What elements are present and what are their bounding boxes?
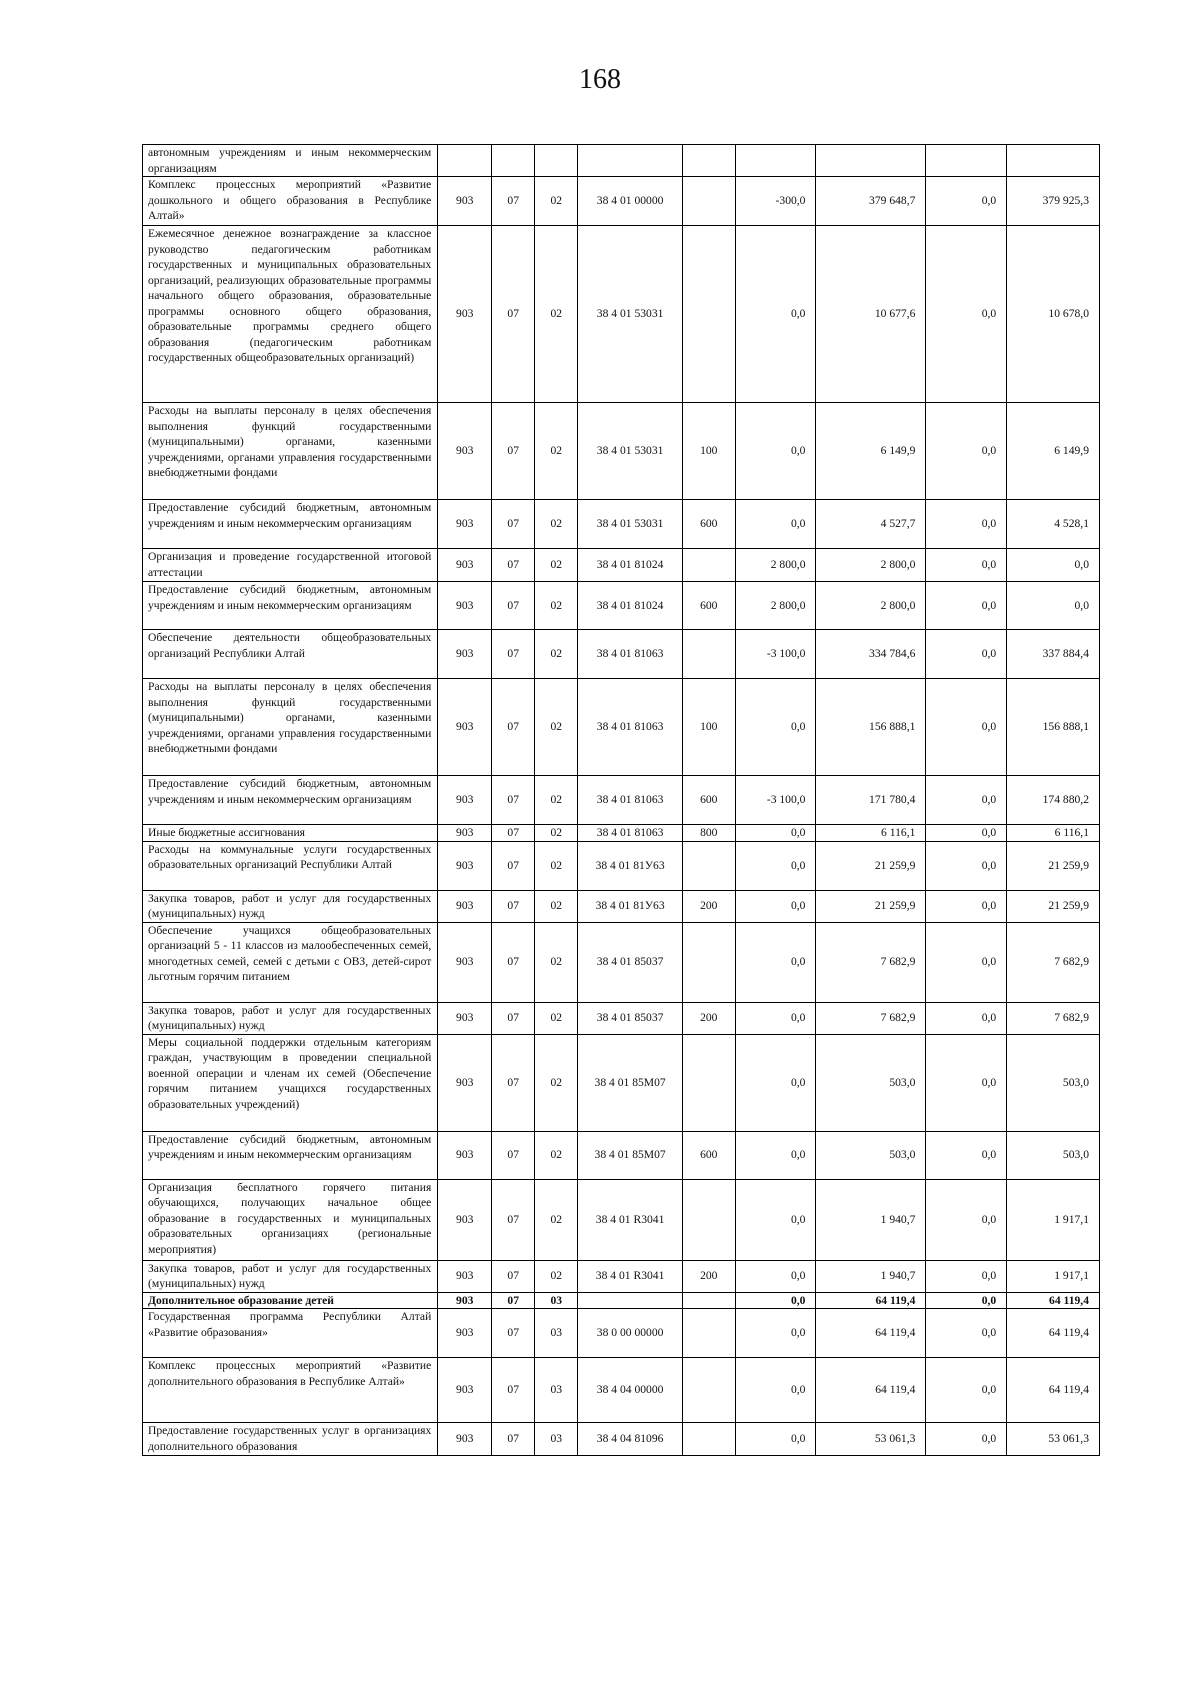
table-cell-name: Комплекс процессных мероприятий «Развитие дошкольного и общего образования в Республике Алтай» xyxy=(143,177,438,226)
table-cell-amount-b: 0,0 xyxy=(926,1034,1007,1131)
table-cell-ministry: 903 xyxy=(438,679,492,776)
table-cell-target-article: 38 4 01 85М07 xyxy=(578,1131,683,1179)
table-cell-section: 07 xyxy=(492,776,535,825)
table-row xyxy=(143,582,1100,630)
table-cell-amount-a: 53 061,3 xyxy=(816,1423,926,1456)
table-cell-expense-type xyxy=(682,1034,735,1131)
table-cell-section: 07 xyxy=(492,226,535,403)
table-cell-subsection: 02 xyxy=(535,403,578,500)
table-cell-name: Обеспечение учащихся общеобразовательных организаций 5 - 11 классов из малообеспеченных семей, многодетных семей, семей с детьми с ОВЗ, детей-сирот льготным горячим питанием xyxy=(143,922,438,1002)
table-cell-name: Предоставление субсидий бюджетным, автономным учреждениям и иным некоммерческим организациям xyxy=(143,776,438,825)
table-cell-change: 0,0 xyxy=(735,500,816,549)
table-cell-amount-b: 0,0 xyxy=(926,1358,1007,1423)
table-cell-amount-a: 2 800,0 xyxy=(816,549,926,582)
table-cell-name: Закупка товаров, работ и услуг для государственных (муниципальных) нужд xyxy=(143,890,438,922)
table-cell-amount-a: 1 940,7 xyxy=(816,1179,926,1260)
table-cell-change: 0,0 xyxy=(735,1179,816,1260)
table-cell-name: Меры социальной поддержки отдельным категориям граждан, участвующим в проведении специальной военной операции и членам их семей (Обеспечение горячим питанием учащихся государственных образовательных учреждений) xyxy=(143,1034,438,1131)
table-cell-target-article: 38 4 01 81У63 xyxy=(578,841,683,890)
table-cell-target-article: 38 4 01 85037 xyxy=(578,1002,683,1034)
table-cell-amount-c: 64 119,4 xyxy=(1007,1292,1100,1309)
table-cell-change: 0,0 xyxy=(735,1358,816,1423)
table-row xyxy=(143,825,1100,842)
table-cell-amount-b: 0,0 xyxy=(926,177,1007,226)
table-cell-section: 07 xyxy=(492,177,535,226)
table-cell-target-article: 38 4 01 53031 xyxy=(578,226,683,403)
table-cell-expense-type: 100 xyxy=(682,403,735,500)
table-cell-change: 0,0 xyxy=(735,403,816,500)
table-cell-expense-type: 200 xyxy=(682,890,735,922)
table-cell-change: 0,0 xyxy=(735,679,816,776)
table-cell-amount-c: 156 888,1 xyxy=(1007,679,1100,776)
table-cell-target-article: 38 4 01 R3041 xyxy=(578,1179,683,1260)
table-row xyxy=(143,1131,1100,1179)
table-row xyxy=(143,1309,1100,1358)
budget-table-body xyxy=(143,145,1100,1456)
table-cell-amount-b: 0,0 xyxy=(926,549,1007,582)
table-cell-ministry: 903 xyxy=(438,1309,492,1358)
table-cell-name: Закупка товаров, работ и услуг для государственных (муниципальных) нужд xyxy=(143,1002,438,1034)
table-row xyxy=(143,1358,1100,1423)
table-row xyxy=(143,1034,1100,1131)
table-cell-ministry: 903 xyxy=(438,1292,492,1309)
table-cell-change: -3 100,0 xyxy=(735,630,816,679)
table-cell-ministry: 903 xyxy=(438,1002,492,1034)
table-cell-amount-b: 0,0 xyxy=(926,1002,1007,1034)
table-cell-subsection: 02 xyxy=(535,922,578,1002)
table-cell-section: 07 xyxy=(492,1423,535,1456)
table-cell-amount-a: 379 648,7 xyxy=(816,177,926,226)
table-cell-expense-type xyxy=(682,1423,735,1456)
table-cell-name: Обеспечение деятельности общеобразовательных организаций Республики Алтай xyxy=(143,630,438,679)
table-cell-expense-type xyxy=(682,1292,735,1309)
table-cell-ministry: 903 xyxy=(438,549,492,582)
table-cell-amount-b: 0,0 xyxy=(926,1309,1007,1358)
table-cell-subsection: 02 xyxy=(535,500,578,549)
table-cell-section: 07 xyxy=(492,500,535,549)
table-cell-change: 0,0 xyxy=(735,825,816,842)
table-cell-expense-type: 100 xyxy=(682,679,735,776)
table-cell-amount-a: 156 888,1 xyxy=(816,679,926,776)
table-cell-change: 2 800,0 xyxy=(735,549,816,582)
table-cell-amount-b: 0,0 xyxy=(926,1179,1007,1260)
table-cell-name: Государственная программа Республики Алтай «Развитие образования» xyxy=(143,1309,438,1358)
table-cell-amount-b: 0,0 xyxy=(926,630,1007,679)
table-cell-subsection: 02 xyxy=(535,1002,578,1034)
table-cell-name: Организация бесплатного горячего питания обучающихся, получающих начальное общее образование в государственных и муниципальных образовательных организациях (региональные мероприятия) xyxy=(143,1179,438,1260)
table-cell-subsection: 03 xyxy=(535,1309,578,1358)
table-cell-section: 07 xyxy=(492,922,535,1002)
table-cell-subsection: 02 xyxy=(535,1131,578,1179)
table-row xyxy=(143,1292,1100,1309)
table-cell-name: Дополнительное образование детей xyxy=(143,1292,438,1309)
table-cell-section xyxy=(492,145,535,177)
table-cell-amount-c xyxy=(1007,145,1100,177)
table-cell-amount-a: 503,0 xyxy=(816,1131,926,1179)
table-cell-ministry: 903 xyxy=(438,1034,492,1131)
table-cell-amount-b: 0,0 xyxy=(926,500,1007,549)
table-cell-target-article: 38 4 01 81063 xyxy=(578,825,683,842)
table-cell-ministry: 903 xyxy=(438,922,492,1002)
table-cell-change: 0,0 xyxy=(735,922,816,1002)
budget-table xyxy=(142,144,1100,1456)
table-cell-amount-a: 10 677,6 xyxy=(816,226,926,403)
table-cell-target-article: 38 4 01 53031 xyxy=(578,500,683,549)
table-row xyxy=(143,226,1100,403)
table-cell-amount-b: 0,0 xyxy=(926,226,1007,403)
table-cell-section: 07 xyxy=(492,1034,535,1131)
table-cell-name: автономным учреждениям и иным некоммерческим организациям xyxy=(143,145,438,177)
table-row xyxy=(143,500,1100,549)
table-cell-name: Комплекс процессных мероприятий «Развитие дополнительного образования в Республике Алтай» xyxy=(143,1358,438,1423)
table-row xyxy=(143,145,1100,177)
table-cell-amount-c: 7 682,9 xyxy=(1007,1002,1100,1034)
table-cell-change: 2 800,0 xyxy=(735,582,816,630)
table-cell-ministry: 903 xyxy=(438,582,492,630)
table-cell-expense-type xyxy=(682,145,735,177)
table-cell-target-article: 38 4 01 81063 xyxy=(578,776,683,825)
table-cell-change: 0,0 xyxy=(735,890,816,922)
table-row xyxy=(143,1260,1100,1292)
table-cell-amount-c: 64 119,4 xyxy=(1007,1358,1100,1423)
table-cell-amount-c: 337 884,4 xyxy=(1007,630,1100,679)
table-cell-section: 07 xyxy=(492,403,535,500)
table-cell-expense-type: 600 xyxy=(682,582,735,630)
table-row xyxy=(143,1002,1100,1034)
table-cell-change: 0,0 xyxy=(735,1260,816,1292)
table-cell-target-article: 38 4 04 81096 xyxy=(578,1423,683,1456)
table-cell-name: Иные бюджетные ассигнования xyxy=(143,825,438,842)
table-cell-amount-a: 21 259,9 xyxy=(816,890,926,922)
table-cell-amount-b: 0,0 xyxy=(926,1131,1007,1179)
table-cell-expense-type xyxy=(682,1179,735,1260)
table-cell-amount-a: 4 527,7 xyxy=(816,500,926,549)
table-cell-target-article: 38 4 01 81У63 xyxy=(578,890,683,922)
table-cell-target-article: 38 4 01 81063 xyxy=(578,630,683,679)
table-cell-amount-c: 6 149,9 xyxy=(1007,403,1100,500)
table-cell-change: 0,0 xyxy=(735,1309,816,1358)
table-cell-section: 07 xyxy=(492,630,535,679)
table-cell-change: 0,0 xyxy=(735,1292,816,1309)
table-cell-subsection: 02 xyxy=(535,1034,578,1131)
table-cell-expense-type: 800 xyxy=(682,825,735,842)
table-cell-amount-b: 0,0 xyxy=(926,679,1007,776)
table-cell-amount-a: 171 780,4 xyxy=(816,776,926,825)
table-cell-amount-c: 0,0 xyxy=(1007,582,1100,630)
table-cell-ministry: 903 xyxy=(438,177,492,226)
table-row xyxy=(143,403,1100,500)
table-cell-amount-a: 64 119,4 xyxy=(816,1358,926,1423)
table-cell-change xyxy=(735,145,816,177)
table-cell-expense-type xyxy=(682,1309,735,1358)
table-cell-change: -300,0 xyxy=(735,177,816,226)
table-cell-amount-c: 174 880,2 xyxy=(1007,776,1100,825)
table-cell-change: 0,0 xyxy=(735,1002,816,1034)
table-cell-amount-b: 0,0 xyxy=(926,890,1007,922)
table-cell-amount-b: 0,0 xyxy=(926,922,1007,1002)
table-cell-name: Организация и проведение государственной итоговой аттестации xyxy=(143,549,438,582)
table-cell-target-article: 38 4 01 00000 xyxy=(578,177,683,226)
table-cell-target-article: 38 4 01 53031 xyxy=(578,403,683,500)
table-cell-subsection: 02 xyxy=(535,549,578,582)
table-cell-amount-a: 7 682,9 xyxy=(816,922,926,1002)
table-cell-subsection xyxy=(535,145,578,177)
table-cell-subsection: 03 xyxy=(535,1358,578,1423)
table-cell-expense-type xyxy=(682,1358,735,1423)
table-cell-ministry: 903 xyxy=(438,1260,492,1292)
table-cell-target-article: 38 4 04 00000 xyxy=(578,1358,683,1423)
table-cell-amount-c: 503,0 xyxy=(1007,1034,1100,1131)
table-cell-amount-c: 4 528,1 xyxy=(1007,500,1100,549)
table-cell-ministry: 903 xyxy=(438,1358,492,1423)
table-cell-target-article xyxy=(578,1292,683,1309)
table-cell-amount-c: 503,0 xyxy=(1007,1131,1100,1179)
table-cell-expense-type xyxy=(682,630,735,679)
table-cell-amount-c: 1 917,1 xyxy=(1007,1260,1100,1292)
table-cell-target-article: 38 4 01 R3041 xyxy=(578,1260,683,1292)
table-cell-expense-type: 200 xyxy=(682,1002,735,1034)
table-cell-section: 07 xyxy=(492,890,535,922)
table-cell-change: 0,0 xyxy=(735,841,816,890)
table-cell-ministry: 903 xyxy=(438,1131,492,1179)
table-cell-amount-a: 2 800,0 xyxy=(816,582,926,630)
page-number: 168 xyxy=(579,64,621,95)
table-cell-amount-c: 1 917,1 xyxy=(1007,1179,1100,1260)
table-cell-name: Закупка товаров, работ и услуг для государственных (муниципальных) нужд xyxy=(143,1260,438,1292)
table-cell-amount-a: 334 784,6 xyxy=(816,630,926,679)
table-cell-amount-b: 0,0 xyxy=(926,403,1007,500)
table-cell-target-article: 38 4 01 81063 xyxy=(578,679,683,776)
table-cell-amount-c: 379 925,3 xyxy=(1007,177,1100,226)
table-cell-section: 07 xyxy=(492,1002,535,1034)
table-cell-subsection: 02 xyxy=(535,1260,578,1292)
table-cell-name: Расходы на выплаты персоналу в целях обеспечения выполнения функций государственными (муниципальными) органами, казенными учреждениями, органами управления государственными внебюджетными фондами xyxy=(143,403,438,500)
table-row xyxy=(143,1179,1100,1260)
table-cell-expense-type: 600 xyxy=(682,1131,735,1179)
table-cell-section: 07 xyxy=(492,679,535,776)
table-cell-expense-type xyxy=(682,226,735,403)
table-cell-ministry: 903 xyxy=(438,630,492,679)
table-cell-expense-type xyxy=(682,549,735,582)
table-row xyxy=(143,630,1100,679)
table-cell-subsection: 02 xyxy=(535,776,578,825)
table-row xyxy=(143,922,1100,1002)
table-cell-subsection: 02 xyxy=(535,825,578,842)
table-cell-amount-a: 6 116,1 xyxy=(816,825,926,842)
table-cell-name: Предоставление субсидий бюджетным, автономным учреждениям и иным некоммерческим организациям xyxy=(143,500,438,549)
table-cell-section: 07 xyxy=(492,582,535,630)
table-cell-amount-c: 0,0 xyxy=(1007,549,1100,582)
table-cell-amount-a: 503,0 xyxy=(816,1034,926,1131)
table-cell-change: 0,0 xyxy=(735,1131,816,1179)
table-row xyxy=(143,776,1100,825)
table-cell-amount-b xyxy=(926,145,1007,177)
table-cell-amount-a xyxy=(816,145,926,177)
table-cell-amount-c: 21 259,9 xyxy=(1007,890,1100,922)
table-cell-name: Предоставление субсидий бюджетным, автономным учреждениям и иным некоммерческим организациям xyxy=(143,582,438,630)
table-cell-target-article: 38 4 01 81024 xyxy=(578,549,683,582)
table-cell-subsection: 02 xyxy=(535,582,578,630)
table-cell-ministry: 903 xyxy=(438,776,492,825)
table-cell-amount-c: 21 259,9 xyxy=(1007,841,1100,890)
table-cell-amount-c: 64 119,4 xyxy=(1007,1309,1100,1358)
table-cell-ministry: 903 xyxy=(438,890,492,922)
table-cell-amount-a: 1 940,7 xyxy=(816,1260,926,1292)
table-cell-amount-b: 0,0 xyxy=(926,825,1007,842)
table-cell-subsection: 02 xyxy=(535,1179,578,1260)
table-cell-subsection: 03 xyxy=(535,1292,578,1309)
table-cell-name: Ежемесячное денежное вознаграждение за классное руководство педагогическим работникам государственных и муниципальных образовательных организаций, реализующих образовательные программы начального общего образования, образовательные программы основного общего образования, образовательные программы среднего общего образования (педагогическим работникам государственных общеобразовательных организаций) xyxy=(143,226,438,403)
table-cell-target-article: 38 0 00 00000 xyxy=(578,1309,683,1358)
table-cell-change: -3 100,0 xyxy=(735,776,816,825)
table-cell-ministry: 903 xyxy=(438,1179,492,1260)
table-cell-amount-b: 0,0 xyxy=(926,1260,1007,1292)
table-cell-ministry: 903 xyxy=(438,841,492,890)
table-cell-change: 0,0 xyxy=(735,1423,816,1456)
table-cell-name: Расходы на выплаты персоналу в целях обеспечения выполнения функций государственными (муниципальными) органами, казенными учреждениями, органами управления государственными внебюджетными фондами xyxy=(143,679,438,776)
table-cell-section: 07 xyxy=(492,825,535,842)
table-cell-section: 07 xyxy=(492,1309,535,1358)
table-row xyxy=(143,841,1100,890)
table-cell-ministry: 903 xyxy=(438,403,492,500)
table-cell-name: Предоставление субсидий бюджетным, автономным учреждениям и иным некоммерческим организациям xyxy=(143,1131,438,1179)
table-cell-expense-type xyxy=(682,841,735,890)
table-row xyxy=(143,679,1100,776)
table-cell-expense-type xyxy=(682,177,735,226)
table-cell-section: 07 xyxy=(492,1260,535,1292)
table-cell-expense-type: 600 xyxy=(682,500,735,549)
table-cell-ministry: 903 xyxy=(438,226,492,403)
table-cell-amount-b: 0,0 xyxy=(926,582,1007,630)
table-cell-ministry: 903 xyxy=(438,500,492,549)
table-cell-name: Расходы на коммунальные услуги государственных образовательных организаций Республики Алтай xyxy=(143,841,438,890)
table-cell-expense-type xyxy=(682,922,735,1002)
table-cell-subsection: 02 xyxy=(535,630,578,679)
table-cell-amount-c: 6 116,1 xyxy=(1007,825,1100,842)
table-cell-amount-b: 0,0 xyxy=(926,776,1007,825)
table-cell-subsection: 02 xyxy=(535,679,578,776)
table-cell-amount-a: 6 149,9 xyxy=(816,403,926,500)
table-cell-amount-a: 21 259,9 xyxy=(816,841,926,890)
table-cell-target-article xyxy=(578,145,683,177)
table-cell-section: 07 xyxy=(492,841,535,890)
table-cell-target-article: 38 4 01 85037 xyxy=(578,922,683,1002)
table-cell-subsection: 02 xyxy=(535,177,578,226)
table-row xyxy=(143,890,1100,922)
table-cell-target-article: 38 4 01 81024 xyxy=(578,582,683,630)
table-row xyxy=(143,1423,1100,1456)
table-cell-section: 07 xyxy=(492,1292,535,1309)
table-cell-section: 07 xyxy=(492,1131,535,1179)
table-cell-amount-b: 0,0 xyxy=(926,1423,1007,1456)
table-cell-ministry: 903 xyxy=(438,825,492,842)
table-cell-amount-b: 0,0 xyxy=(926,1292,1007,1309)
table-cell-amount-c: 7 682,9 xyxy=(1007,922,1100,1002)
table-cell-expense-type: 600 xyxy=(682,776,735,825)
table-cell-target-article: 38 4 01 85М07 xyxy=(578,1034,683,1131)
table-cell-change: 0,0 xyxy=(735,1034,816,1131)
table-cell-section: 07 xyxy=(492,549,535,582)
table-cell-subsection: 02 xyxy=(535,226,578,403)
table-cell-ministry xyxy=(438,145,492,177)
table-cell-subsection: 02 xyxy=(535,890,578,922)
table-cell-amount-c: 53 061,3 xyxy=(1007,1423,1100,1456)
table-cell-expense-type: 200 xyxy=(682,1260,735,1292)
table-row xyxy=(143,177,1100,226)
table-cell-change: 0,0 xyxy=(735,226,816,403)
table-row xyxy=(143,549,1100,582)
table-cell-section: 07 xyxy=(492,1358,535,1423)
table-cell-amount-c: 10 678,0 xyxy=(1007,226,1100,403)
table-cell-section: 07 xyxy=(492,1179,535,1260)
table-cell-subsection: 02 xyxy=(535,841,578,890)
table-cell-subsection: 03 xyxy=(535,1423,578,1456)
table-cell-amount-a: 64 119,4 xyxy=(816,1292,926,1309)
table-cell-name: Предоставление государственных услуг в организациях дополнительного образования xyxy=(143,1423,438,1456)
table-cell-amount-b: 0,0 xyxy=(926,841,1007,890)
table-cell-amount-a: 7 682,9 xyxy=(816,1002,926,1034)
table-cell-ministry: 903 xyxy=(438,1423,492,1456)
table-cell-amount-a: 64 119,4 xyxy=(816,1309,926,1358)
